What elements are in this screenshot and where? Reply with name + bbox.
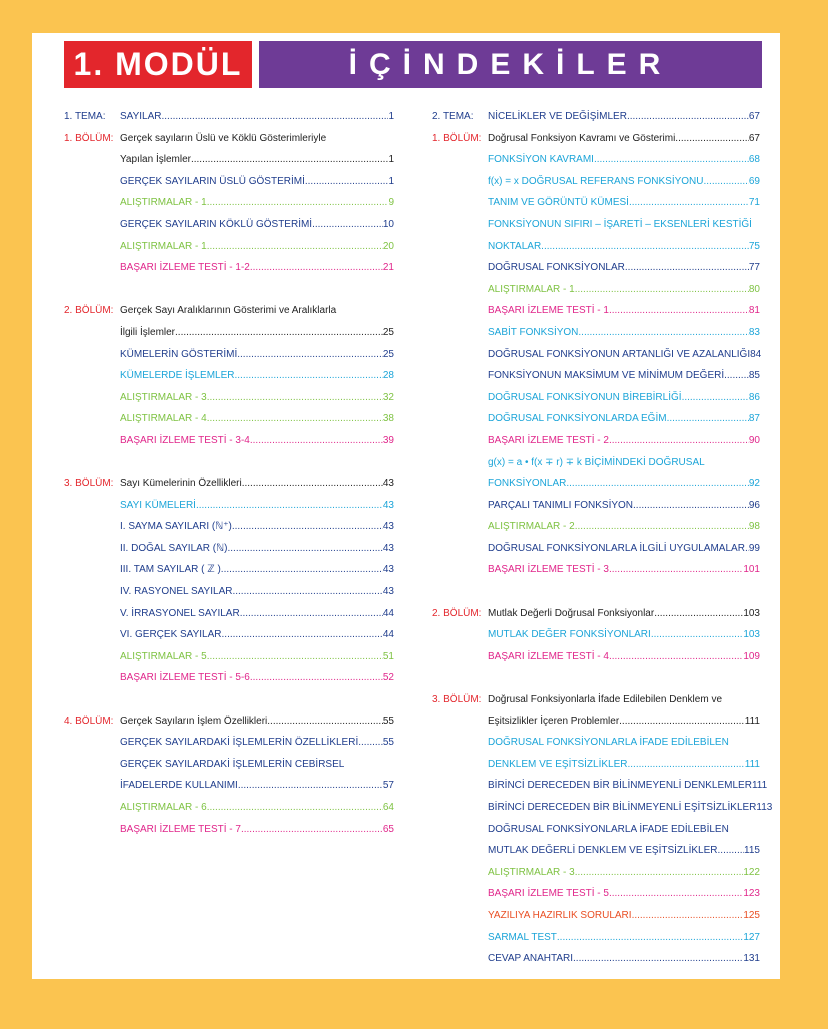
entry-title: DOĞRUSAL FONKSİYONLARDA EĞİM: [488, 413, 667, 425]
entry-title: Gerçek Sayıların İşlem Özellikleri: [120, 715, 268, 727]
toc-row-tema[interactable]: [432, 106, 760, 128]
section-label: 4. BÖLÜM:: [64, 715, 114, 727]
toc-row[interactable]: [64, 516, 394, 538]
entry-title: III. TAM SAYILAR ( ℤ ): [120, 564, 221, 576]
entry-title: GERÇEK SAYILARDAKİ İŞLEMLERİN CEBİRSEL: [120, 758, 345, 770]
toc-row[interactable]: [64, 430, 394, 452]
entry-title: Sayı Kümelerinin Özellikleri: [120, 478, 242, 490]
tema-label: 1. TEMA:: [64, 111, 106, 122]
toc-row[interactable]: [432, 559, 760, 581]
entry-title: SABİT FONKSİYON: [488, 326, 579, 338]
entry-title: BAŞARI İZLEME TESTİ - 1-2: [120, 262, 250, 274]
toc-row[interactable]: [432, 797, 773, 819]
toc-row[interactable]: [64, 408, 394, 430]
entry-title: YAZILIYA HAZIRLIK SORULARI: [488, 909, 632, 921]
entry-title: NİCELİKLER VE DEĞİŞİMLER: [488, 111, 627, 122]
entry-title: CEVAP ANAHTARI: [488, 953, 574, 965]
entry-page: 123: [743, 888, 760, 900]
toc-row-tema[interactable]: [64, 106, 394, 128]
toc-row[interactable]: [432, 322, 760, 344]
toc-row[interactable]: [64, 495, 394, 517]
toc-left-column: [64, 106, 394, 840]
entry-page: 98: [748, 521, 760, 533]
entry-page: 125: [743, 909, 760, 921]
entry-page: 28: [382, 370, 394, 382]
entry-title: FONKSİYONLAR: [488, 478, 567, 490]
toc-right-column: [432, 106, 773, 970]
entry-title: DOĞRUSAL FONKSİYONLARLA İFADE EDİLEBİLEN: [488, 823, 729, 835]
toc-row[interactable]: [432, 538, 760, 560]
entry-page: 1: [388, 175, 394, 187]
entry-title: KÜMELERDE İŞLEMLER: [120, 370, 235, 382]
entry-page: 39: [382, 434, 394, 446]
entry-page: 57: [382, 780, 394, 792]
entry-title: GERÇEK SAYILARIN KÖKLÜ GÖSTERİMİ: [120, 218, 313, 230]
entry-title: İlgili İşlemler: [120, 326, 176, 338]
toc-row[interactable]: [432, 344, 760, 366]
toc-row[interactable]: [432, 279, 760, 301]
entry-title: DENKLEM VE EŞİTSİZLİKLER: [488, 758, 628, 770]
entry-page: 111: [744, 715, 760, 727]
entry-page: 67: [748, 111, 760, 122]
toc-row[interactable]: [432, 905, 760, 927]
entry-title: MUTLAK DEĞERLİ DENKLEM VE EŞİTSİZLİKLER: [488, 845, 718, 857]
toc-row[interactable]: [64, 236, 394, 258]
entry-page: 84: [750, 348, 762, 360]
toc-row[interactable]: [432, 214, 760, 236]
toc-row[interactable]: [64, 192, 394, 214]
entry-title: FONKSİYONUN MAKSİMUM VE MİNİMUM DEĞERİ: [488, 370, 725, 382]
entry-page: 25: [382, 348, 394, 360]
entry-page: 109: [743, 650, 760, 662]
toc-row[interactable]: [432, 775, 768, 797]
module-title: 1. MODÜL: [64, 41, 252, 88]
entry-title: PARÇALI TANIMLI FONKSİYON: [488, 499, 634, 511]
entry-page: 55: [382, 737, 394, 749]
toc-row[interactable]: [64, 387, 394, 409]
section-label: 2. BÖLÜM:: [432, 607, 482, 619]
entry-title: Yapılan İşlemler: [120, 154, 191, 166]
toc-row[interactable]: [64, 257, 394, 279]
toc-row[interactable]: [432, 927, 760, 949]
toc-row[interactable]: [64, 819, 394, 841]
entry-page: 111: [744, 758, 760, 770]
entry-page: 80: [748, 283, 760, 295]
toc-row[interactable]: [432, 473, 760, 495]
toc-row[interactable]: [64, 344, 394, 366]
toc-row[interactable]: [64, 559, 394, 581]
toc-row-section[interactable]: [64, 473, 394, 495]
toc-row[interactable]: [432, 819, 760, 841]
entry-title: ALIŞTIRMALAR - 6: [120, 802, 207, 813]
entry-title: BAŞARI İZLEME TESTİ - 4: [488, 650, 609, 662]
entry-page: 85: [748, 370, 760, 382]
entry-page: 87: [748, 413, 760, 425]
entry-title: II. DOĞAL SAYILAR (ℕ): [120, 542, 228, 554]
entry-page: 113: [756, 802, 773, 813]
entry-title: BAŞARI İZLEME TESTİ - 3: [488, 564, 609, 576]
entry-page: 25: [382, 326, 394, 338]
entry-page: 68: [748, 154, 760, 166]
entry-title: VI. GERÇEK SAYILAR: [120, 629, 222, 641]
toc-row[interactable]: [432, 732, 760, 754]
entry-page: 81: [748, 305, 760, 317]
entry-title: ALIŞTIRMALAR - 2: [488, 521, 575, 533]
entry-page: 71: [748, 197, 760, 209]
entry-page: 1: [388, 111, 394, 122]
entry-title: Gerçek Sayı Aralıklarının Gösterimi ve Aralıklarla: [120, 305, 337, 317]
entry-title: ALIŞTIRMALAR - 1: [120, 240, 207, 252]
toc-row[interactable]: [64, 581, 394, 603]
toc-row[interactable]: [64, 667, 394, 689]
toc-row[interactable]: [432, 754, 760, 776]
entry-page: 55: [382, 715, 394, 727]
entry-page: 43: [382, 564, 394, 576]
toc-row[interactable]: [432, 430, 760, 452]
entry-title: Mutlak Değerli Doğrusal Fonksiyonlar: [488, 607, 655, 619]
entry-page: 69: [748, 175, 760, 187]
entry-page: 21: [382, 262, 394, 274]
toc-row[interactable]: [432, 408, 760, 430]
entry-page: 103: [743, 629, 760, 641]
entry-title: BAŞARI İZLEME TESTİ - 1: [488, 305, 609, 317]
toc-row[interactable]: [64, 603, 394, 625]
entry-title: DOĞRUSAL FONKSİYONLARLA İFADE EDİLEBİLEN: [488, 737, 729, 749]
entry-title: FONKSİYONUN SIFIRI – İŞARETİ – EKSENLERİ KESTİĞİ: [488, 218, 752, 230]
entry-page: 43: [382, 521, 394, 533]
entry-page: 99: [748, 542, 760, 554]
entry-page: 111: [751, 780, 768, 792]
entry-title: BAŞARI İZLEME TESTİ - 5-6: [120, 672, 250, 684]
entry-title: FONKSİYON KAVRAMI: [488, 154, 594, 166]
toc-row[interactable]: [432, 646, 760, 668]
entry-page: 32: [382, 391, 394, 403]
entry-title: GERÇEK SAYILARIN ÜSLÜ GÖSTERİMİ: [120, 175, 305, 187]
entry-page: 115: [744, 845, 760, 857]
toc-row[interactable]: [432, 365, 760, 387]
entry-page: 43: [382, 499, 394, 511]
entry-title: f(x) = x DOĞRUSAL REFERANS FONKSİYONU: [488, 175, 704, 187]
toc-row[interactable]: [432, 862, 760, 884]
toc-row[interactable]: [432, 452, 760, 474]
entry-title: NOKTALAR: [488, 240, 542, 252]
entry-page: 51: [382, 650, 394, 662]
entry-page: 1: [388, 154, 394, 166]
entry-title: GERÇEK SAYILARDAKİ İŞLEMLERİN ÖZELLİKLERİ: [120, 737, 359, 749]
toc-row[interactable]: [64, 775, 394, 797]
section-label: 2. BÖLÜM:: [64, 305, 114, 317]
section-label: 1. BÖLÜM:: [432, 132, 482, 144]
tema-label: 2. TEMA:: [432, 111, 474, 122]
toc-row[interactable]: [64, 646, 394, 668]
entry-page: 90: [748, 434, 760, 446]
entry-title: ALIŞTIRMALAR - 5: [120, 650, 207, 662]
toc-row[interactable]: [432, 149, 760, 171]
page-title: İÇİNDEKİLER: [259, 41, 762, 88]
toc-row-section[interactable]: [432, 603, 760, 625]
toc-row[interactable]: [432, 300, 760, 322]
toc-row[interactable]: [432, 192, 760, 214]
entry-title: DOĞRUSAL FONKSİYONLARLA İLGİLİ UYGULAMALAR: [488, 542, 745, 554]
entry-title: BİRİNCİ DERECEDEN BİR BİLİNMEYENLİ DENKLEMLER: [488, 780, 752, 792]
entry-title: SARMAL TEST: [488, 931, 557, 943]
entry-title: V. İRRASYONEL SAYILAR: [120, 607, 240, 619]
entry-title: KÜMELERİN GÖSTERİMİ: [120, 348, 238, 360]
section-label: 3. BÖLÜM:: [64, 478, 114, 490]
toc-row[interactable]: [432, 883, 760, 905]
entry-page: 38: [382, 413, 394, 425]
toc-row[interactable]: [64, 214, 394, 236]
entry-page: 44: [382, 607, 394, 619]
entry-page: 43: [382, 586, 394, 598]
entry-title: IV. RASYONEL SAYILAR: [120, 586, 233, 598]
entry-page: 101: [743, 564, 760, 576]
entry-title: ALIŞTIRMALAR - 3: [120, 391, 207, 403]
entry-page: 131: [743, 953, 760, 965]
entry-page: 122: [743, 866, 760, 878]
toc-row-section[interactable]: [432, 128, 760, 150]
entry-title: Gerçek sayıların Üslü ve Köklü Gösterimleriyle: [120, 132, 327, 144]
entry-page: 44: [382, 629, 394, 641]
toc-row[interactable]: [64, 797, 394, 819]
entry-title: g(x) = a • f(x ∓ r) ∓ k BİÇİMİNDEKİ DOĞRUSAL: [488, 456, 705, 468]
toc-row[interactable]: [432, 171, 760, 193]
entry-page: 103: [743, 607, 760, 619]
entry-title: ALIŞTIRMALAR - 1: [120, 197, 207, 209]
section-label: 1. BÖLÜM:: [64, 132, 114, 144]
toc-row[interactable]: [64, 149, 394, 171]
toc-row[interactable]: [432, 495, 760, 517]
toc-row[interactable]: [432, 516, 760, 538]
entry-page: 43: [382, 542, 394, 554]
toc-row[interactable]: [64, 732, 394, 754]
entry-page: 75: [748, 240, 760, 252]
entry-title: BAŞARI İZLEME TESTİ - 5: [488, 888, 609, 900]
entry-title: BAŞARI İZLEME TESTİ - 2: [488, 434, 609, 446]
toc-row[interactable]: [64, 171, 394, 193]
toc-row[interactable]: [64, 322, 394, 344]
entry-page: 96: [748, 499, 760, 511]
toc-row[interactable]: [432, 624, 760, 646]
entry-page: 86: [748, 391, 760, 403]
entry-page: 43: [382, 478, 394, 490]
entry-title: BİRİNCİ DERECEDEN BİR BİLİNMEYENLİ EŞİTSİZLİKLER: [488, 802, 757, 813]
entry-page: 9: [388, 197, 394, 209]
toc-row[interactable]: [432, 236, 760, 258]
entry-page: 77: [748, 262, 760, 274]
entry-title: Eşitsizlikler İçeren Problemler: [488, 715, 620, 727]
entry-title: ALIŞTIRMALAR - 1: [488, 283, 575, 295]
entry-title: TANIM VE GÖRÜNTÜ KÜMESİ: [488, 197, 629, 209]
entry-title: DOĞRUSAL FONKSİYONUN ARTANLIĞI VE AZALANLIĞI: [488, 348, 751, 360]
entry-page: 52: [382, 672, 394, 684]
toc-row[interactable]: [432, 257, 760, 279]
entry-title: SAYILAR: [120, 111, 162, 122]
entry-page: 67: [748, 132, 760, 144]
toc-row[interactable]: [432, 711, 760, 733]
toc-row[interactable]: [432, 840, 760, 862]
entry-title: BAŞARI İZLEME TESTİ - 3-4: [120, 434, 250, 446]
entry-page: 65: [382, 823, 394, 835]
toc-row[interactable]: [432, 387, 760, 409]
entry-title: Doğrusal Fonksiyonlarla İfade Edilebilen Denklem ve: [488, 694, 723, 706]
section-label: 3. BÖLÜM:: [432, 694, 482, 706]
entry-title: DOĞRUSAL FONKSİYONUN BİREBİRLİĞİ: [488, 391, 682, 403]
entry-title: I. SAYMA SAYILARI (ℕ⁺): [120, 521, 232, 533]
toc-row[interactable]: [64, 624, 394, 646]
entry-title: Doğrusal Fonksiyon Kavramı ve Gösterimi: [488, 132, 676, 144]
entry-title: DOĞRUSAL FONKSİYONLAR: [488, 262, 625, 274]
toc-row-section[interactable]: [64, 300, 394, 322]
entry-page: 83: [748, 326, 760, 338]
entry-title: MUTLAK DEĞER FONKSİYONLARI: [488, 629, 651, 641]
toc-row-section[interactable]: [432, 689, 760, 711]
toc-row[interactable]: [64, 538, 394, 560]
entry-page: 10: [382, 218, 394, 230]
toc-row-section[interactable]: [64, 128, 394, 150]
entry-page: 92: [748, 478, 760, 490]
entry-title: SAYI KÜMELERİ: [120, 499, 196, 511]
entry-title: BAŞARI İZLEME TESTİ - 7: [120, 823, 241, 835]
entry-title: İFADELERDE KULLANIMI: [120, 780, 238, 792]
toc-row[interactable]: [432, 948, 760, 970]
entry-page: 127: [743, 931, 760, 943]
entry-title: ALIŞTIRMALAR - 4: [120, 413, 207, 425]
entry-page: 64: [382, 802, 394, 813]
entry-title: ALIŞTIRMALAR - 3: [488, 866, 575, 878]
entry-page: 20: [382, 240, 394, 252]
toc-row[interactable]: [64, 754, 394, 776]
toc-row-section[interactable]: [64, 711, 394, 733]
toc-row[interactable]: [64, 365, 394, 387]
